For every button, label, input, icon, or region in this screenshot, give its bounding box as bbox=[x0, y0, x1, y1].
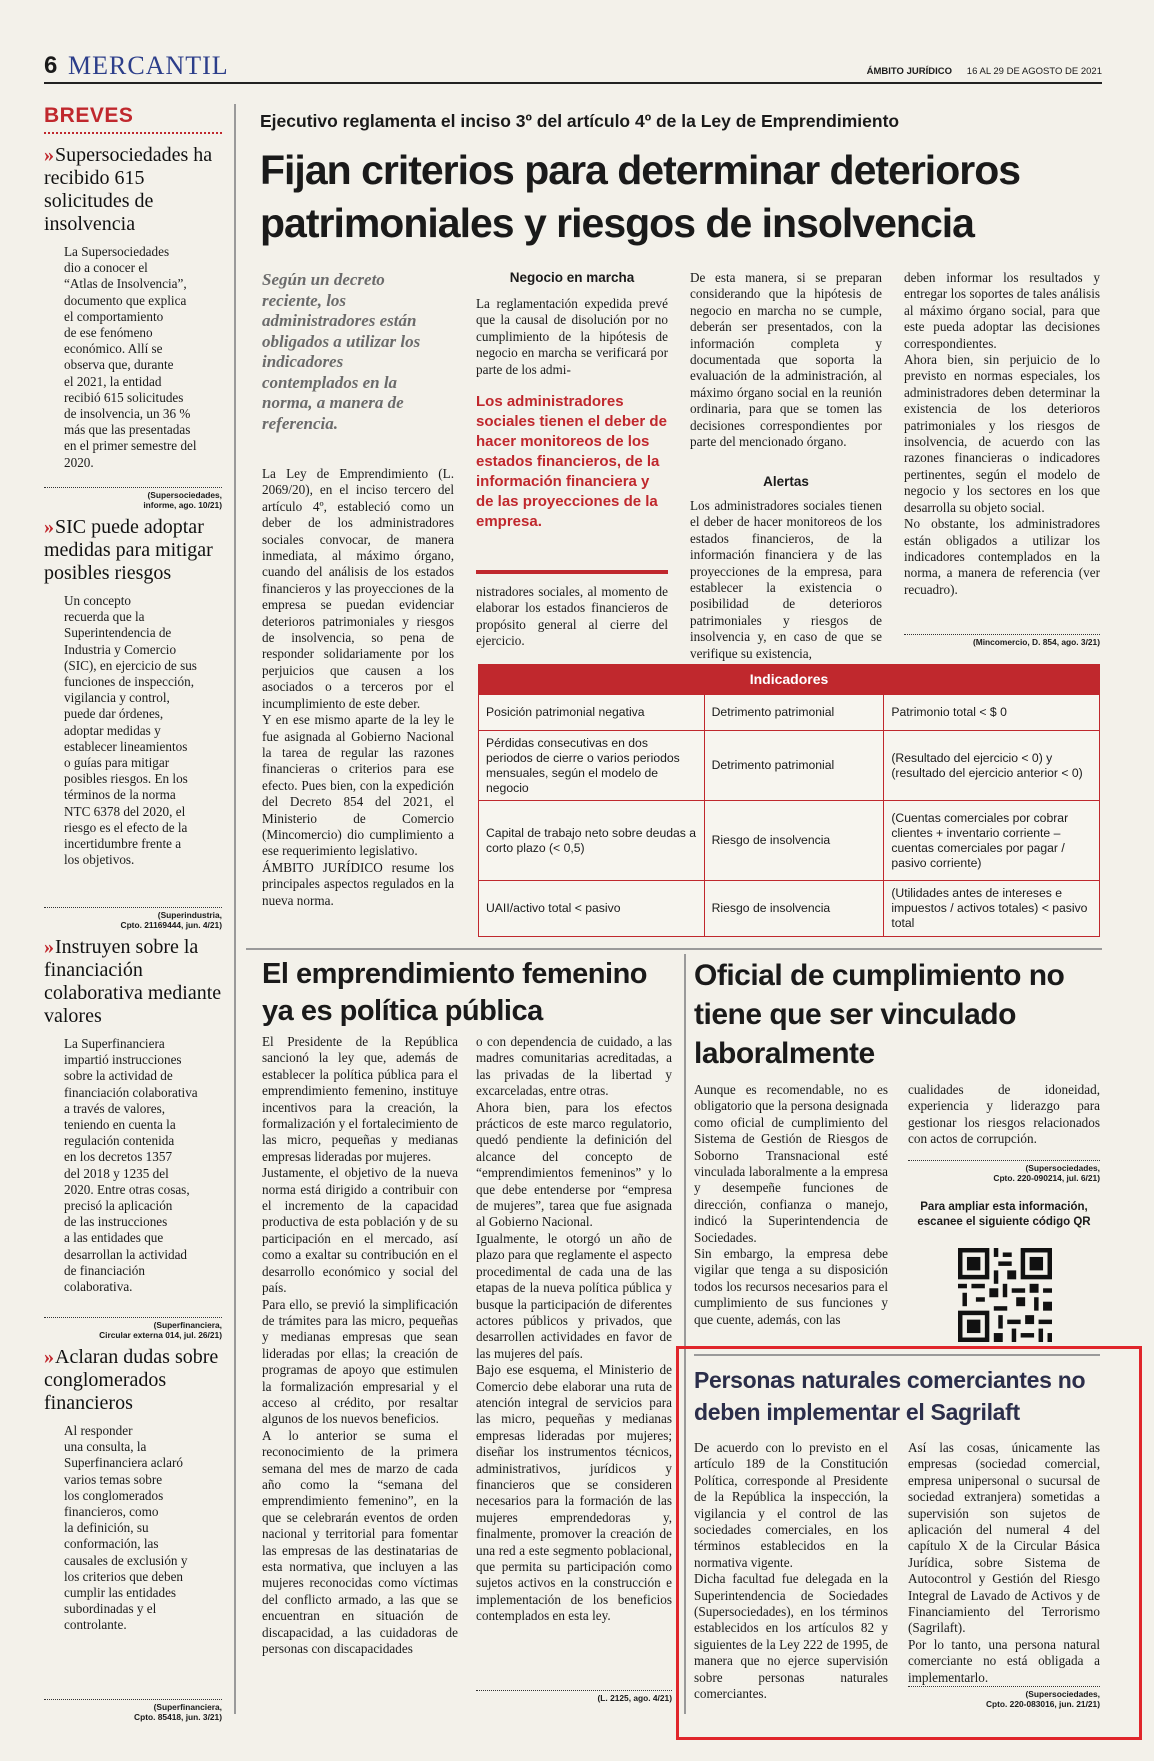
officer-col2: cualidades de idoneidad, experiencia y liderazgo para gestionar los riesgos relacionados con actos de corrupción. bbox=[908, 1082, 1100, 1147]
brief-title: » Supersociedades ha recibido 615 solicitudes de insolvencia bbox=[44, 144, 213, 235]
women-col1: El Presidente de la República sancionó la ley que, además de establecer la política pública para el emprendimiento femenino, instituye incentivos para la creación, la formalización y el fortalecimiento de las micro, pequeñas y medianas empresas lideradas por mujeres. Justamente, el objetivo de la nueva norma está dirigido a contribuir con el incremento de la capacidad productiva de esta población y de su participación en el mercado, así como a exaltar su contribución en el desarrollo económico y social del país. Para ello, se previó la simplificación de trámites para las micro, pequeñas y medianas empresas que sean lideradas por ellas; la creación de programas de apoyo que estimulen la formalización empresarial y el acceso al crédito, por resaltar algunos de los nuevos beneficios. A lo anterior se suma el reconocimiento de la primera semana del mes de marzo de cada año como la “semana del emprendimiento femenino”, en la que se celebrarán eventos de orden nacional y territorial para fomentar las empresas de las destinatarias de esta normativa, que incluyen a las mujeres reconocidas como víctimas del conflicto armado, a las que se encuentran en situación de discapacidad, a las cuidadoras de personas con discapacidades bbox=[262, 1034, 458, 1657]
brief-title: » Aclaran dudas sobre conglomerados financieros bbox=[44, 1346, 219, 1414]
table-cell: (Utilidades antes de intereses e impuestos / activos totales) < pasivo total bbox=[884, 881, 1100, 937]
main-col2a: La reglamentación expedida prevé que la causal de disolución por no cumplimiento de la hipótesis de negocio en marcha se verificará por parte de los admi- bbox=[476, 296, 668, 377]
indicators-grid bbox=[478, 694, 1100, 937]
officer-source: (Supersociedades, Cpto. 220-090214, jul. 6/21) bbox=[908, 1160, 1100, 1183]
brief-item bbox=[44, 144, 222, 516]
main-col3b: Los administradores sociales tienen el deber de hacer monitoreos de los estados financieros, de la información financiera y de las proyecciones de la empresa, para establecer la existencia o posibilidad de deterioros patrimoniales y riesgos de insolvencia y, en caso de que se verifique su existencia, bbox=[690, 498, 882, 661]
table-cell: Posición patrimonial negativa bbox=[479, 695, 705, 731]
table-cell: Riesgo de insolvencia bbox=[704, 881, 884, 937]
qr-code-icon[interactable] bbox=[958, 1248, 1052, 1342]
breves-column bbox=[44, 104, 222, 1724]
table-cell: Detrimento patrimonial bbox=[704, 731, 884, 801]
subhead-alertas: Alertas bbox=[763, 474, 809, 489]
table-row bbox=[479, 881, 1100, 937]
pullquote-rule bbox=[476, 570, 668, 574]
publication-name: ÁMBITO JURÍDICO bbox=[866, 66, 952, 77]
page-number: 6 bbox=[44, 52, 58, 79]
main-col4: deben informar los resultados y entregar los soportes de tales análisis al máximo órgano social, para que este pueda adoptar las decisiones correspondientes. Ahora bien, sin perjuicio de lo previsto en normas especiales, los administradores deben determinar la existencia de los deterioros patrimoniales y los riesgos de insolvencia, de acuerdo con las razones financieras o indicadores pertinentes, según el modelo de negocio y los sectores en los que desarrolla su objeto social. No obstante, los administradores están obligados a utilizar los indicadores contemplados en la norma, a manera de referencia (ver recuadro). bbox=[904, 270, 1100, 597]
main-source: (Mincomercio, D. 854, ago. 3/21) bbox=[904, 634, 1100, 647]
table-cell: Patrimonio total < $ 0 bbox=[884, 695, 1100, 731]
brief-title: » Instruyen sobre la financiación colaborativa mediante valores bbox=[44, 936, 222, 1027]
main-col2b: nistradores sociales, al momento de elaborar los estados financieros de propósito general al cierre del ejercicio. bbox=[476, 584, 668, 649]
main-col1: La Ley de Emprendimiento (L. 2069/20), en el inciso tercero del artículo 4º, estableció como un deber de los administradores sociales convocar, de manera inmediata, al máximo órgano, cuando del análisis de los estados financieros y las proyecciones de la empresa se puedan evidenciar deterioros patrimoniales y riesgos de insolvencia, so pena de responder solidariamente por los perjuicios que causen a los asociados o a terceros por el incumplimiento de este deber. Y en ese mismo aparte de la ley le fue asignada al Gobierno Nacional la tarea de regular las razones financieras o criterios para ese efecto. Pues bien, con la expedición del Decreto 854 del 2021, el Ministerio de Comercio (Mincomercio) dio cumplimiento a ese requerimiento legislativo. ÁMBITO JURÍDICO resume los principales aspectos regulados en la nueva norma. bbox=[262, 466, 454, 908]
section-title: MERCANTIL bbox=[68, 51, 229, 80]
section-divider bbox=[246, 948, 1102, 950]
brief-title: » SIC puede adoptar medidas para mitigar posibles riesgos bbox=[44, 516, 213, 584]
pullquote: Los administradores sociales tienen el deber de hacer monitoreos de los estados financieros, de la información financiera y de las proyecciones de la empresa. bbox=[476, 393, 667, 530]
breves-label: BREVES bbox=[44, 104, 134, 127]
main-kicker: Ejecutivo reglamenta el inciso 3º del artículo 4º de la Ley de Emprendimiento bbox=[260, 111, 900, 131]
brief-source: (Superfinanciera, Cpto. 85418, jun. 3/21) bbox=[44, 1699, 222, 1722]
qr-caption: Para ampliar esta información, escanee el siguiente código QR bbox=[917, 1201, 1091, 1228]
brief-body: Un concepto recuerda que la Superintendencia de Industria y Comercio (SIC), en ejercicio de sus funciones de inspección, vigilancia y control, puede dar órdenes, adoptar medidas y establecer lineamientos o guías para mitigar posibles riesgos. En los términos de la norma NTC 6378 del 2020, el riesgo es el efecto de la incertidumbre frente a los objetivos. bbox=[64, 593, 197, 868]
masthead bbox=[44, 52, 1102, 82]
table-cell: Pérdidas consecutivas en dos periodos de cierre o varios periodos mensuales, según el modelo de negocio bbox=[479, 731, 705, 801]
sagrilaft-col2: Así las cosas, únicamente las empresas (sociedad comercial, empresa unipersonal o sucursal de sociedad extranjera) sometidas a supervisión son sujetos de aplicación del numeral 4 del capítulo X de la Circular Básica Jurídica, sobre Sistema de Autocontrol y Gestión del Riesgo Integral de Lavado de Activos y de Financiamiento del Terrorismo (Sagrilaft). Por lo tanto, una persona natural comerciante no está obligada a implementarlo. bbox=[908, 1440, 1100, 1685]
brief-body: Al responder una consulta, la Superfinanciera aclaró varios temas sobre los conglomerados financieros, como la definición, su conformación, las causales de exclusión y los criterios que deben cumplir las entidades subordinadas y el controlante. bbox=[64, 1423, 188, 1633]
table-row bbox=[479, 695, 1100, 731]
brief-item bbox=[44, 936, 222, 1346]
main-headline: Fijan criterios para determinar deterioros patrimoniales y riesgos de insolvencia bbox=[260, 147, 1021, 246]
main-deck: Según un decreto reciente, los administradores están obligados a utilizar los indicadores contemplados en la norma, a manera de referencia. bbox=[262, 270, 421, 433]
column-divider bbox=[234, 104, 236, 1714]
double-chevron-icon: » bbox=[44, 936, 51, 958]
women-source: (L. 2125, ago. 4/21) bbox=[476, 1690, 672, 1703]
table-row bbox=[479, 731, 1100, 801]
subhead-negocio: Negocio en marcha bbox=[509, 270, 635, 285]
officer-headline: Oficial de cumplimiento no tiene que ser vinculado laboralmente bbox=[694, 959, 1065, 1070]
sagrilaft-col1: De acuerdo con lo previsto en el artículo 189 de la Constitución Política, corresponde al Presidente de la República la inspección, la vigilancia y el control de las sociedades comerciales, en los términos establecidos en la normativa vigente. Dicha facultad fue delegada en la Superintendencia de Sociedades (Supersociedades), en los términos establecidos en los artículos 82 y siguientes de la Ley 222 de 1995, de manera que no ejerce supervisión sobre personas naturales comerciantes. bbox=[694, 1440, 888, 1702]
table-row bbox=[479, 801, 1100, 881]
women-col2: o con dependencia de cuidado, a las madres comunitarias acreditadas, a las privadas de la libertad y excarceladas, entre otras. Ahora bien, para los efectos prácticos de este marco regulatorio, quedó pendiente la definición del alcance del concepto de “emprendimientos femeninos” y lo que debe entenderse por “empresa de mujeres”, tarea que fue asignada al Gobierno Nacional. Igualmente, le otorgó un año de plazo para que reglamente el aspecto procedimental de cada una de las etapas de la nueva política pública y busque la participación de diferentes actores públicos y privados, que desarrollen actividades en favor de las mujeres del país. Bajo ese esquema, el Ministerio de Comercio debe elaborar una ruta de atención integral de servicios para las micro, pequeñas y medianas empresas lideradas por mujeres; diseñar los instrumentos técnicos, administrativos, jurídicos y financieros que se consideren necesarios para la formación de las mujeres emprendedoras y, finalmente, promover la creación de una red a este segmento poblacional, que permita su participación como sujetos activos en la construcción e implementación de los beneficios contemplados en esta ley. bbox=[476, 1034, 672, 1624]
table-cell: Capital de trabajo neto sobre deudas a corto plazo (< 0,5) bbox=[479, 801, 705, 881]
table-cell: Detrimento patrimonial bbox=[704, 695, 884, 731]
main-col3a: De esta manera, si se preparan considerando que la hipótesis de negocio en marcha no se cumple, deberán ser presentados, con la información completa y documentada que soporta la evaluación de la administración, al máximo órgano social en la reunión ordinaria, para que se tomen las decisiones correspondientes por parte del mencionado órgano. bbox=[690, 270, 882, 450]
table-cell: (Cuentas comerciales por cobrar clientes + inventario corriente – cuentas comerciales por pagar / pasivo corriente) bbox=[884, 801, 1100, 881]
brief-body: La Supersociedades dio a conocer el “Atlas de Insolvencia”, documento que explica el comportamiento de ese fenómeno económico. Allí se observa que, durante el 2021, la entidad recibió 615 solicitudes de insolvencia, un 36 % más que las presentadas en el primer semestre del 2020. bbox=[64, 244, 197, 470]
double-chevron-icon: » bbox=[44, 1346, 51, 1368]
highlight-box[interactable] bbox=[676, 1346, 1142, 1740]
table-cell: UAII/activo total < pasivo bbox=[479, 881, 705, 937]
brief-source: (Superindustria, Cpto. 21169444, jun. 4/21) bbox=[44, 907, 222, 930]
brief-item bbox=[44, 1346, 222, 1722]
double-chevron-icon: » bbox=[44, 144, 51, 166]
table-cell: Riesgo de insolvencia bbox=[704, 801, 884, 881]
sagrilaft-source: (Supersociedades, Cpto. 220-083016, jun. 21/21) bbox=[908, 1686, 1100, 1709]
table-cell: (Resultado del ejercicio < 0) y (resultado del ejercicio anterior < 0) bbox=[884, 731, 1100, 801]
double-chevron-icon: » bbox=[44, 516, 51, 538]
indicators-table bbox=[478, 664, 1100, 937]
women-headline: El emprendimiento femenino ya es política pública bbox=[262, 958, 647, 1027]
breves-label-rule bbox=[44, 132, 222, 134]
brief-body: La Superfinanciera impartió instrucciones sobre la actividad de financiación colaborativa a través de valores, teniendo en cuenta la regulación contenida en los decretos 1357 del 2018 y 1235 del 2020. Entre otras cosas, precisó la aplicación de las instrucciones a las entidades que desarrollan la actividad de financiación colaborativa. bbox=[64, 1036, 198, 1295]
masthead-rule bbox=[44, 82, 1102, 84]
brief-source: (Superfinanciera, Circular externa 014, jul. 26/21) bbox=[44, 1317, 222, 1340]
indicators-title: Indicadores bbox=[478, 664, 1100, 694]
officer-col1: Aunque es recomendable, no es obligatorio que la persona designada como oficial de cumplimiento del Sistema de Gestión de Riesgos de Soborno Transnacional esté vinculada laboralmente a la empresa y desempeñe funciones de dirección, confianza o manejo, indicó la Superintendencia de Sociedades. Sin embargo, la empresa debe vigilar que tenga a su disposición todos los recursos necesarios para el cumplimiento de sus funciones y que cuente, además, con las bbox=[694, 1082, 888, 1327]
brief-item bbox=[44, 516, 222, 936]
sagrilaft-headline: Personas naturales comerciantes no deben implementar el Sagrilaft bbox=[694, 1367, 1086, 1425]
issue-dates: 16 AL 29 DE AGOSTO DE 2021 bbox=[966, 66, 1102, 77]
brief-source: (Supersociedades, informe, ago. 10/21) bbox=[44, 487, 222, 510]
